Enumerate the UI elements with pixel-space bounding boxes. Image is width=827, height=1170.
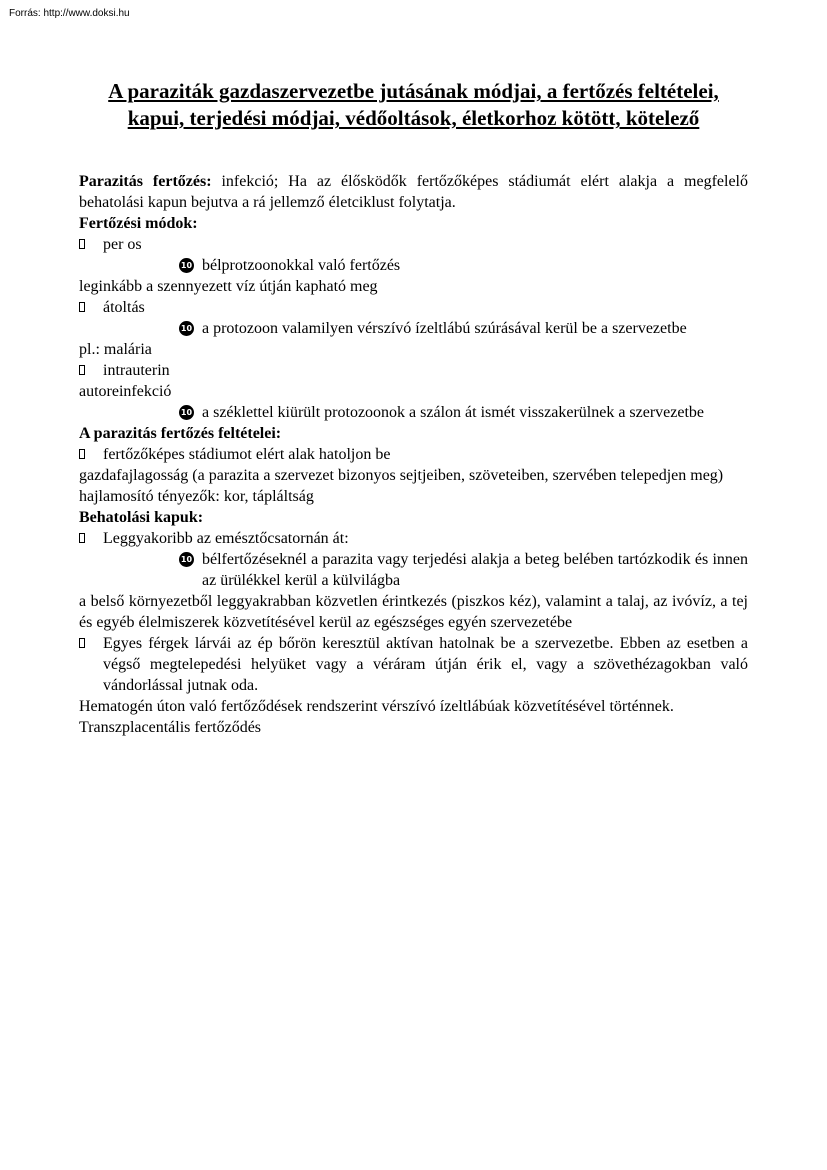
- document-body: [79, 171, 748, 738]
- sublist-item-szeklettel: [179, 402, 748, 423]
- paragraph-malaria: pl.: malária: [79, 341, 152, 358]
- circled-ten-icon: 10: [179, 321, 194, 336]
- sublist-item-text: a protozoon valamilyen vérszívó ízeltlábú szúrásával kerül be a szervezetbe: [202, 320, 687, 337]
- square-bullet-icon: [79, 365, 85, 375]
- sublist-item-belfertozes: [179, 549, 748, 591]
- list-item-text: átoltás: [103, 299, 145, 316]
- paragraph-hajlamosito: hajlamosító tényezők: kor, tápláltság: [79, 488, 314, 505]
- list-item-leggyakoribb: [79, 528, 748, 549]
- list-item-fergek: [79, 633, 748, 696]
- paragraph-hematogen: Hematogén úton való fertőződések rendszerint vérszívó ízeltlábúak közvetítésével történnek.: [79, 698, 674, 715]
- square-bullet-icon: [79, 302, 85, 312]
- list-item-text: Egyes férgek lárvái az ép bőrön keresztül aktívan hatolnak be a szervezetbe. Ebben az esetben a végső megtelepedési helyüket vagy a véráram útján érik el, vagy a szövethézagokban való vándorlással jutnak oda.: [103, 635, 748, 694]
- list-item-text: fertőzőképes stádiumot elért alak hatoljon be: [103, 446, 391, 463]
- entry-heading: Behatolási kapuk:: [79, 509, 204, 526]
- modes-heading: Fertőzési módok:: [79, 215, 198, 232]
- list-item-text: Leggyakoribb az emésztőcsatornán át:: [103, 530, 349, 547]
- sublist-item-text: bélfertőzéseknél a parazita vagy terjedési alakja a beteg belében tartózkodik és innen az ürülékkel kerül a külvilágba: [202, 551, 748, 589]
- sublist-item-protozoon: [179, 318, 748, 339]
- list-item-fertozokepes: [79, 444, 748, 465]
- square-bullet-icon: [79, 638, 85, 648]
- paragraph-autoreinfekcio: autoreinfekció: [79, 383, 172, 400]
- list-item-per-os: [79, 234, 748, 255]
- list-item-text: intrauterin: [103, 362, 170, 379]
- square-bullet-icon: [79, 533, 85, 543]
- square-bullet-icon: [79, 239, 85, 249]
- sublist-item-text: a széklettel kiürült protozoonok a szálon át ismét visszakerülnek a szervezetbe: [202, 404, 705, 421]
- source-url: Forrás: http://www.doksi.hu: [9, 8, 130, 19]
- sublist-item-belprot: [179, 255, 748, 276]
- title-line-2: kapui, terjedési módjai, védőoltások, életkorhoz kötött, kötelező: [127, 106, 700, 130]
- list-item-atoltas: [79, 297, 748, 318]
- title-line-1: A paraziták gazdaszervezetbe jutásának módjai, a fertőzés feltételei,: [108, 79, 719, 103]
- conditions-heading: A parazitás fertőzés feltételei:: [79, 425, 282, 442]
- definition-term: Parazitás fertőzés:: [79, 173, 212, 190]
- circled-ten-icon: 10: [179, 552, 194, 567]
- page-title: [79, 78, 748, 132]
- circled-ten-icon: 10: [179, 258, 194, 273]
- paragraph-belso: a belső környezetből leggyakrabban közvetlen érintkezés (piszkos kéz), valamint a talaj, az ivóvíz, a tej és egyéb élelmiszerek közvetítésével kerül az egészséges egyén szervezetébe: [79, 593, 748, 631]
- list-item-text: per os: [103, 236, 142, 253]
- paragraph-transzplacentalis: Transzplacentális fertőződés: [79, 719, 262, 736]
- definition-paragraph: [79, 171, 748, 213]
- square-bullet-icon: [79, 449, 85, 459]
- list-item-intrauterin: [79, 360, 748, 381]
- paragraph-gazdafaj: gazdafajlagosság (a parazita a szervezet bizonyos sejtjeiben, szöveteiben, szervében telepedjen meg): [79, 467, 724, 484]
- sublist-item-text: bélprotzoonokkal való fertőzés: [202, 257, 401, 274]
- circled-ten-icon: 10: [179, 405, 194, 420]
- paragraph-leginkabb: leginkább a szennyezett víz útján kapható meg: [79, 278, 378, 295]
- definition-text: infekció; Ha az élősködők fertőzőképes stádiumát elért alakja a megfelelő behatolási kapun bejutva a rá jellemző életciklust folytatja.: [79, 173, 748, 211]
